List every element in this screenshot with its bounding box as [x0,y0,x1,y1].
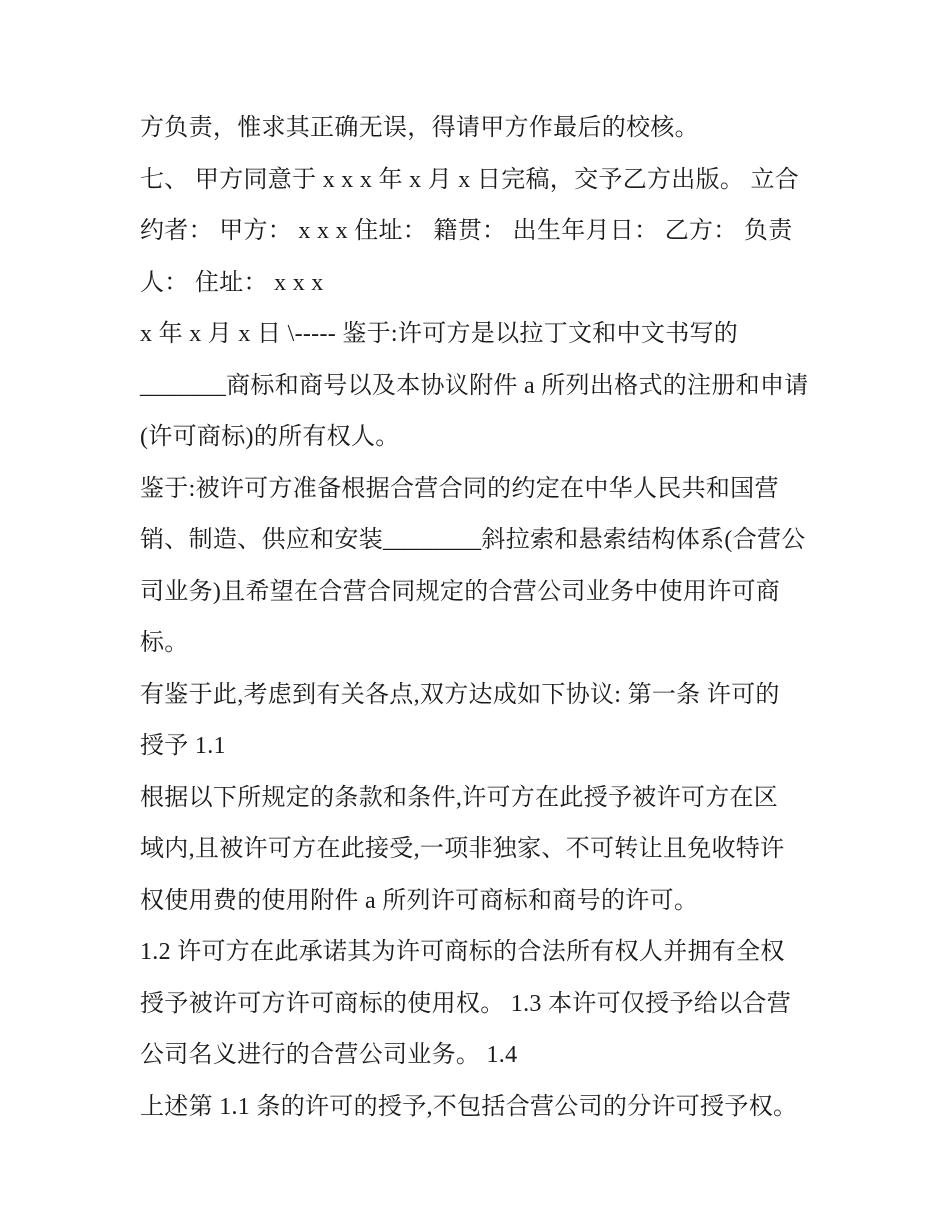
text-line: 公司名义进行的合营公司业务。 1.4 [140,1042,518,1068]
document-body [140,103,820,1133]
text-line: _______商标和商号以及本协议附件 a 所列出格式的注册和申请 [140,372,809,399]
text-line: 域内,且被许可方在此接受,一项非独家、不可转让且免收特许 [140,836,785,862]
text-line: 标。 [140,630,189,656]
text-line: 人： 住址： x x x [140,269,324,296]
text-line: 方负责，惟求其正确无误，得请甲方作最后的校核。 [140,115,699,141]
text-line: 销、制造、供应和安装________斜拉索和悬索结构体系(合营公 [140,527,806,553]
text-line: 根据以下所规定的条款和条件,许可方在此授予被许可方在区 [140,784,779,811]
text-line: 1.2 许可方在此承诺其为许可商标的合法所有权人并拥有全权 [140,939,785,965]
text-line: 七、 甲方同意于 x x x 年 x 月 x 日完稿，交予乙方出版。 立合 [140,166,800,193]
text-line: 有鉴于此,考虑到有关各点,双方达成如下协议: 第一条 许可的 [140,681,780,708]
text-line: 鉴于:被许可方准备根据合营合同的约定在中华人民共和国营 [140,475,779,502]
text-line: 上述第 1.1 条的许可的授予,不包括合营公司的分许可授予权。 [140,1093,798,1120]
text-line: 司业务)且希望在合营合同规定的合营公司业务中使用许可商 [140,578,781,605]
text-line: 权使用费的使用附件 a 所列许可商标和商号的许可。 [140,887,699,914]
text-line: 授予被许可方许可商标的使用权。 1.3 本许可仅授予给以合营 [140,990,791,1017]
text-line: x 年 x 月 x 日 \----- 鉴于:许可方是以拉丁文和中文书写的 [140,321,739,347]
text-line: 约者： 甲方： x x x 住址： 籍贯： 出生年月日： 乙方： 负责 [140,218,793,244]
text-line: 授予 1.1 [140,733,226,759]
text-line: (许可商标)的所有权人。 [140,424,400,450]
